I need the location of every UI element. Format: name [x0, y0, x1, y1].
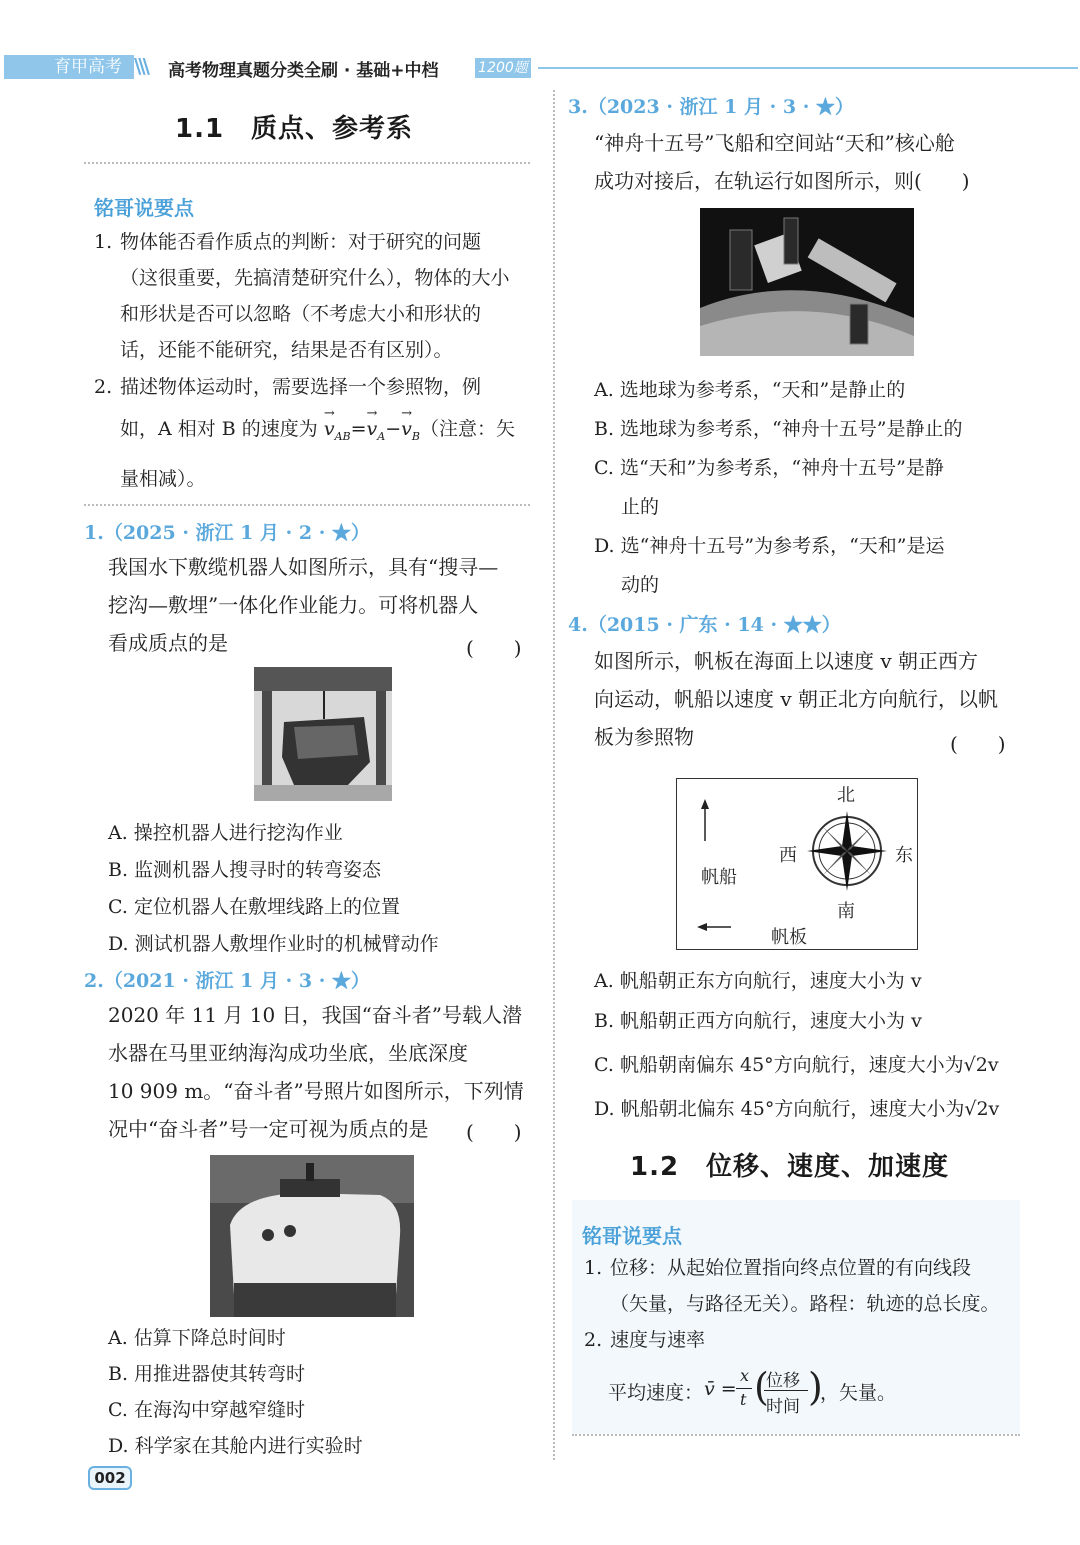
- keypoints-heading: 铭哥说要点: [582, 1224, 682, 1248]
- label-south: 南: [837, 901, 855, 922]
- question-4-stem: 如图所示，帆板在海面上以速度 v 朝正西方 向运动，帆船以速度 v 朝正北方向航行，以帆 板为参照物: [594, 649, 999, 749]
- keypoints-heading: 铭哥说要点: [94, 196, 194, 220]
- count-badge: 1200题: [475, 58, 531, 78]
- option-d: D. 选“神舟十五号”为参考系，“天和”是运: [594, 535, 945, 557]
- question-4-head: 4.（2015 · 广东 · 14 · ★★）: [568, 614, 841, 636]
- question-2-stem: 2020 年 11 月 10 日，我国“奋斗者”号载人潜 水器在马里亚纳海沟成功坐底，坐底深度 10 909 m。“奋斗者”号照片如图所示，下列情 况中“奋斗者”号一定可视为质点的是: [108, 1003, 524, 1141]
- submersible-photo: [210, 1155, 414, 1317]
- option-c: C. 选“天和”为参考系，“神舟十五号”是静: [594, 457, 944, 479]
- keypoint-2: 2. 描述物体运动时，需要选择一个参照物，例 如，A 相对 B 的速度为 → $v_{AB}=\to v_A-\to v_B$（注意：矢 量相减）。: [94, 366, 530, 500]
- option-b: B. 用推进器使其转弯时: [108, 1363, 306, 1385]
- label-board: 帆板: [771, 927, 807, 948]
- option-a: A. 操控机器人进行挖沟作业: [108, 822, 343, 844]
- option-b: B. 选地球为参考系，“神舟十五号”是静止的: [594, 418, 963, 440]
- option-c: C. 定位机器人在敷埋线路上的位置: [108, 896, 400, 918]
- option-b: B. 帆船朝正西方向航行，速度大小为 v: [594, 1010, 922, 1032]
- answer-blank: ( ): [950, 732, 1006, 756]
- label-east: 东: [895, 845, 913, 866]
- option-a: A. 帆船朝正东方向航行，速度大小为 v: [594, 970, 922, 992]
- divider: [84, 504, 530, 506]
- option-b: B. 监测机器人搜寻时的转弯姿态: [108, 859, 382, 881]
- label-west: 西: [779, 845, 797, 866]
- brand-slashes: \\\: [134, 54, 147, 78]
- compass-diagram: [676, 778, 918, 950]
- option-d: D. 科学家在其舱内进行实验时: [108, 1435, 363, 1457]
- keypoint-1: 1. 位移：从起始位置指向终点位置的有向线段 （矢量，与路径无关）。路程：轨迹的总长度。 2. 速度与速率: [584, 1257, 1000, 1351]
- question-1-stem: 我国水下敷缆机器人如图所示，具有“搜寻— 挖沟—敷埋”一体化作业能力。可将机器人 看成质点的是: [108, 555, 499, 655]
- divider: [572, 1434, 1020, 1436]
- label-north: 北: [837, 785, 855, 806]
- option-a: A. 选地球为参考系，“天和”是静止的: [594, 379, 906, 401]
- brand-label: 育甲高考: [4, 55, 134, 79]
- formula-va: → $v_A$: [367, 408, 386, 458]
- keypoint-1: 1. 物体能否看作质点的判断：对于研究的问题 （这很重要，先搞清楚研究什么），物体的大小 和形状是否可以忽略（不考虑大小和形状的 话，还能不能研究，结果是否有区别）。: [94, 231, 510, 361]
- label-boat: 帆船: [701, 867, 737, 888]
- answer-blank: ( ): [466, 636, 522, 660]
- option-c: C. 帆船朝南偏东 45°方向航行，速度大小为√2v: [594, 1054, 999, 1076]
- option-d: D. 帆船朝北偏东 45°方向航行，速度大小为√2v: [594, 1098, 1000, 1120]
- space-station-photo: [700, 208, 914, 356]
- page-number: 002: [88, 1466, 132, 1490]
- option-c-cont: 止的: [621, 496, 660, 518]
- answer-blank: ( ): [466, 1120, 522, 1144]
- option-d-cont: 动的: [621, 574, 660, 596]
- divider: [84, 162, 530, 164]
- section-title-1-1: 1.1 质点、参考系: [175, 114, 414, 144]
- question-2-head: 2.（2021 · 浙江 1 月 · 3 · ★）: [84, 970, 370, 992]
- avg-velocity-formula: 平均速度： v̄ = x t ( 位移 时间 ) ，矢量。: [608, 1365, 897, 1417]
- question-3-head: 3.（2023 · 浙江 1 月 · 3 · ★）: [568, 96, 854, 118]
- formula-vb: → $v_B$: [401, 408, 420, 458]
- option-c: C. 在海沟中穿越窄缝时: [108, 1399, 305, 1421]
- section-title-1-2: 1.2 位移、速度、加速度: [630, 1152, 950, 1182]
- column-divider: [553, 90, 555, 1460]
- option-a: A. 估算下降总时间时: [108, 1327, 286, 1349]
- header-divider: [538, 67, 1078, 69]
- option-d: D. 测试机器人敷埋作业时的机械臂动作: [108, 933, 439, 955]
- robot-photo: [254, 667, 392, 801]
- book-title: 高考物理真题分类全刷 · 基础+中档: [168, 61, 439, 81]
- question-1-head: 1.（2025 · 浙江 1 月 · 2 · ★）: [84, 522, 370, 544]
- formula-vab: → $v_{AB}$: [324, 408, 351, 458]
- question-3-stem: “神舟十五号”飞船和空间站“天和”核心舱 成功对接后，在轨运行如图所示，则( ): [594, 131, 970, 193]
